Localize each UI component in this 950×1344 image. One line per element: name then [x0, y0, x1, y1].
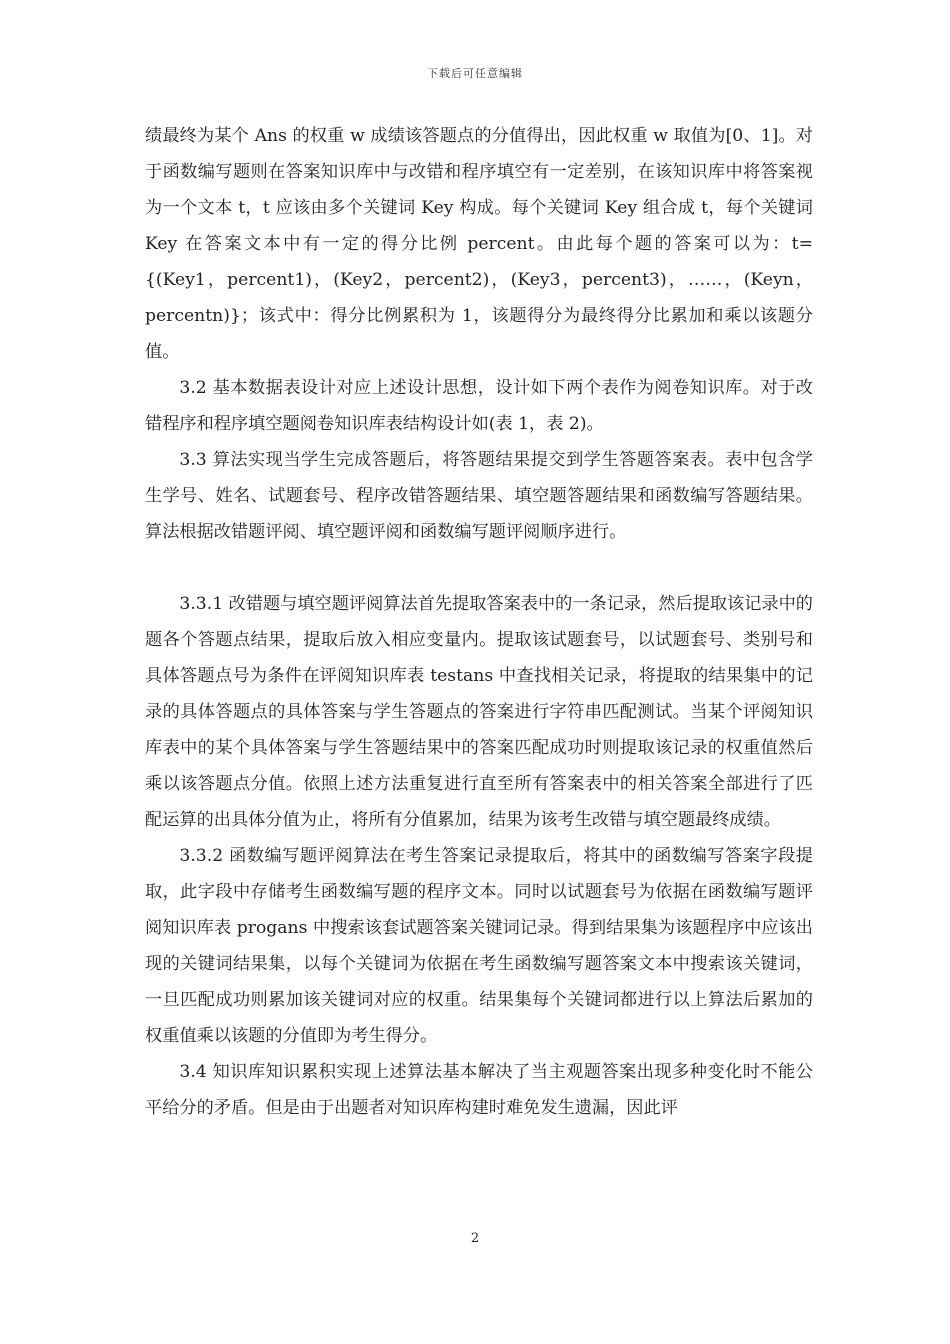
- paragraph-section-3-3: 3.3 算法实现当学生完成答题后，将答题结果提交到学生答题答案表。表中包含学生学号、姓名、试题套号、程序改错答题结果、填空题答题结果和函数编写答题结果。算法根据改错题评阅、填空题评阅和函数编写题评阅顺序进行。: [145, 450, 813, 542]
- page-header: 下载后可任意编辑: [427, 67, 523, 80]
- page-number: 2: [470, 1231, 480, 1246]
- paragraph-section-3-4: 3.4 知识库知识累积实现上述算法基本解决了当主观题答案出现多种变化时不能公平给分的矛盾。但是由于出题者对知识库构建时难免发生遗漏，因此评: [145, 1062, 813, 1118]
- document-body: [145, 118, 813, 1126]
- paragraph-continuation: 绩最终为某个 Ans 的权重 w 成绩该答题点的分值得出，因此权重 w 取值为[0、1]。对于函数编写题则在答案知识库中与改错和程序填空有一定差别，在该知识库中将答案视为一个文本 t，t 应该由多个关键词 Key 构成。每个关键词 Key 组合成 t，每个关键词 Key 在答案文本中有一定的得分比例 percent。由此每个题的答案可以为：t={(Key1，percent1)，(Key2，percent2)，(Key3，percent3)，……，(Keyn，percentn)}；该式中：得分比例累积为 1，该题得分为最终得分比累加和乘以该题分值。: [145, 126, 813, 362]
- paragraph-spacer: [145, 550, 813, 586]
- paragraph-section-3-3-2: 3.3.2 函数编写题评阅算法在考生答案记录提取后，将其中的函数编写答案字段提取，此字段中存储考生函数编写题的程序文本。同时以试题套号为依据在函数编写题评阅知识库表 progans 中搜索该套试题答案关键词记录。得到结果集为该题程序中应该出现的关键词结果集，以每个关键词为依据在考生函数编写题答案文本中搜索该关键词，一旦匹配成功则累加该关键词对应的权重。结果集每个关键词都进行以上算法后累加的权重值乘以该题的分值即为考生得分。: [145, 846, 813, 1046]
- paragraph-section-3-3-1: 3.3.1 改错题与填空题评阅算法首先提取答案表中的一条记录，然后提取该记录中的题各个答题点结果，提取后放入相应变量内。提取该试题套号，以试题套号、类别号和具体答题点号为条件在评阅知识库表 testans 中查找相关记录，将提取的结果集中的记录的具体答题点的具体答案与学生答题点的答案进行字符串匹配测试。当某个评阅知识库表中的某个具体答案与学生答题结果中的答案匹配成功时则提取该记录的权重值然后乘以该答题点分值。依照上述方法重复进行直至所有答案表中的相关答案全部进行了匹配运算的出具体分值为止，将所有分值累加，结果为该考生改错与填空题最终成绩。: [145, 594, 813, 830]
- paragraph-section-3-2: 3.2 基本数据表设计对应上述设计思想，设计如下两个表作为阅卷知识库。对于改错程序和程序填空题阅卷知识库表结构设计如(表 1，表 2)。: [145, 378, 813, 434]
